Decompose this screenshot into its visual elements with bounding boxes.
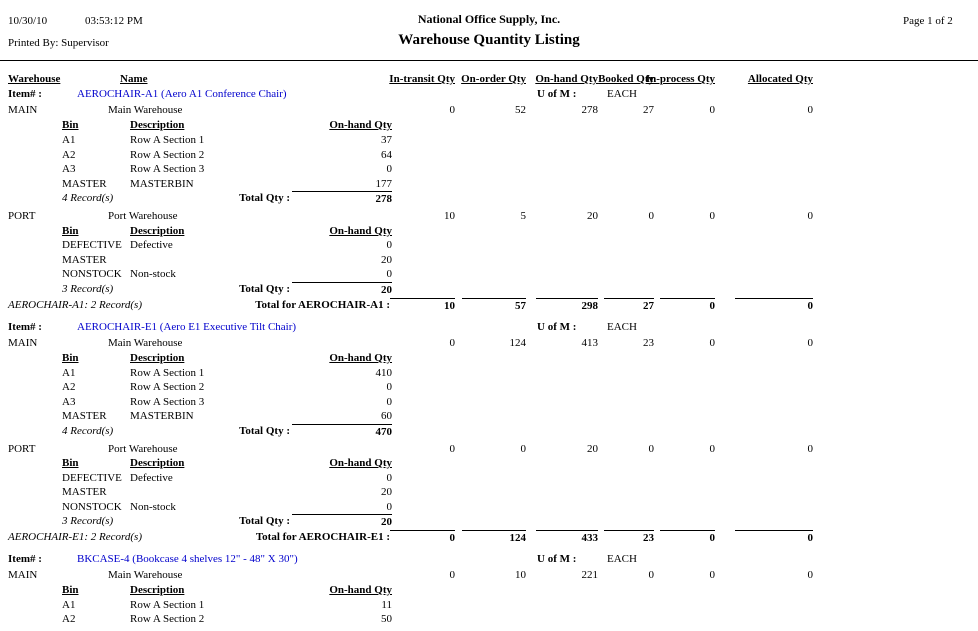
bin-row — [0, 177, 978, 192]
qty-booked: 23 — [643, 337, 654, 349]
col-header-in-transit: In-transit Qty — [389, 73, 455, 85]
item-summary: AEROCHAIR-A1: 2 Record(s) — [8, 299, 142, 311]
bin-description: Row A Section 1 — [130, 367, 205, 379]
total-qty-label: Total Qty : — [239, 515, 290, 527]
warehouse-name: Main Warehouse — [108, 104, 183, 116]
qty-in-transit: 0 — [449, 104, 455, 116]
bin-description: Defective — [130, 239, 173, 251]
bin-qty: 20 — [381, 254, 392, 266]
bin-qty: 0 — [386, 396, 392, 408]
bin-description: Row A Section 2 — [130, 613, 205, 625]
records-count: 3 Record(s) — [62, 515, 114, 527]
onhand-col-header: On-hand Qty — [329, 584, 392, 596]
records-count: 4 Record(s) — [62, 425, 114, 437]
bin-qty: 0 — [386, 163, 392, 175]
bin-code: A1 — [62, 599, 76, 611]
warehouse-code: MAIN — [8, 337, 38, 349]
warehouse-row — [0, 442, 978, 457]
uofm-value: EACH — [607, 321, 637, 333]
qty-on-hand: 221 — [581, 569, 598, 581]
bin-code: A2 — [62, 613, 76, 625]
bin-description: Row A Section 2 — [130, 149, 205, 161]
uofm-label: U of M : — [537, 321, 577, 333]
warehouse-name: Port Warehouse — [108, 210, 178, 222]
bin-description: Non-stock — [130, 501, 176, 513]
records-count: 3 Record(s) — [62, 283, 114, 295]
total-qty-value: 20 — [292, 282, 392, 298]
col-header-on-order: On-order Qty — [461, 73, 526, 85]
bin-code: A2 — [62, 381, 76, 393]
warehouse-name: Main Warehouse — [108, 337, 183, 349]
report-time: 03:53:12 PM — [85, 15, 143, 27]
qty-in-transit: 0 — [449, 569, 455, 581]
item-total-label: Total for AEROCHAIR-E1 : — [255, 531, 390, 543]
bin-header-row — [0, 351, 978, 366]
bin-row — [0, 409, 978, 424]
qty-on-hand: 413 — [581, 337, 598, 349]
bin-description: MASTERBIN — [130, 410, 194, 422]
bin-qty: 410 — [375, 367, 392, 379]
warehouse-total-row — [0, 282, 978, 297]
report-title: Warehouse Quantity Listing — [398, 32, 580, 48]
qty-on-order: 0 — [520, 443, 526, 455]
warehouse-total-row — [0, 424, 978, 439]
item-header-row — [0, 87, 978, 102]
warehouse-row — [0, 103, 978, 118]
total-qty-label: Total Qty : — [239, 425, 290, 437]
item-label: Item# : — [8, 88, 42, 100]
col-header-on-hand: On-hand Qty — [535, 73, 598, 85]
description-col-header: Description — [130, 119, 185, 131]
bin-qty: 0 — [386, 239, 392, 251]
warehouse-total-row — [0, 514, 978, 529]
total-booked: 23 — [604, 530, 654, 546]
bin-description: Defective — [130, 472, 173, 484]
bin-qty: 11 — [381, 599, 392, 611]
item-label: Item# : — [8, 553, 42, 565]
qty-allocated: 0 — [807, 104, 813, 116]
company-name: National Office Supply, Inc. — [417, 12, 561, 26]
warehouse-code: PORT — [8, 210, 36, 222]
qty-on-order: 124 — [509, 337, 526, 349]
description-col-header: Description — [130, 352, 185, 364]
col-header-in-process: In-process Qty — [645, 73, 715, 85]
total-qty-value: 470 — [292, 424, 392, 440]
bin-qty: 37 — [381, 134, 392, 146]
bin-row — [0, 395, 978, 410]
bin-description: Row A Section 2 — [130, 381, 205, 393]
warehouse-name: Main Warehouse — [108, 569, 183, 581]
qty-allocated: 0 — [807, 337, 813, 349]
bin-qty: 50 — [381, 613, 392, 625]
bin-row — [0, 598, 978, 613]
description-col-header: Description — [130, 457, 185, 469]
item-number: BKCASE-4 (Bookcase 4 shelves 12" - 48" X 30") — [77, 553, 298, 565]
total-allocated: 0 — [735, 530, 813, 546]
item-total-row — [0, 530, 978, 545]
bin-header-row — [0, 456, 978, 471]
onhand-col-header: On-hand Qty — [329, 352, 392, 364]
bin-row — [0, 366, 978, 381]
warehouse-code: MAIN — [8, 104, 38, 116]
bin-description: Row A Section 3 — [130, 163, 205, 175]
item-label: Item# : — [8, 321, 42, 333]
qty-on-hand: 278 — [581, 104, 598, 116]
item-number: AEROCHAIR-A1 (Aero A1 Conference Chair) — [77, 88, 287, 100]
warehouse-name: Port Warehouse — [108, 443, 178, 455]
bin-row — [0, 238, 978, 253]
qty-allocated: 0 — [807, 443, 813, 455]
qty-allocated: 0 — [807, 569, 813, 581]
bin-code: DEFECTIVE — [62, 239, 122, 251]
qty-in-transit: 0 — [449, 443, 455, 455]
qty-on-order: 10 — [515, 569, 526, 581]
bin-code: A1 — [62, 367, 76, 379]
item-total-label: Total for AEROCHAIR-A1 : — [255, 299, 390, 311]
bin-code: MASTER — [62, 178, 107, 190]
bin-row — [0, 485, 978, 500]
bin-qty: 0 — [386, 268, 392, 280]
warehouse-row — [0, 209, 978, 224]
total-allocated: 0 — [735, 298, 813, 314]
qty-in-process: 0 — [709, 210, 715, 222]
item-total-row — [0, 298, 978, 313]
uofm-label: U of M : — [537, 88, 577, 100]
bin-row — [0, 162, 978, 177]
total-on-hand: 298 — [536, 298, 598, 314]
bin-code: MASTER — [62, 254, 107, 266]
qty-on-order: 5 — [520, 210, 526, 222]
bin-description: Row A Section 1 — [130, 599, 205, 611]
uofm-value: EACH — [607, 553, 637, 565]
bin-code: MASTER — [62, 410, 107, 422]
description-col-header: Description — [130, 584, 185, 596]
bin-row — [0, 253, 978, 268]
bin-qty: 60 — [381, 410, 392, 422]
description-col-header: Description — [130, 225, 185, 237]
qty-booked: 0 — [648, 210, 654, 222]
bin-qty: 0 — [386, 472, 392, 484]
col-header-booked: Booked Qty — [598, 73, 654, 85]
report-date: 10/30/10 — [8, 15, 48, 27]
warehouse-code: MAIN — [8, 569, 38, 581]
bin-header-row — [0, 224, 978, 239]
total-booked: 27 — [604, 298, 654, 314]
bin-code: MASTER — [62, 486, 107, 498]
bin-row — [0, 148, 978, 163]
item-header-row — [0, 320, 978, 335]
bin-qty: 64 — [381, 149, 392, 161]
bin-col-header: Bin — [62, 457, 79, 469]
bin-row — [0, 471, 978, 486]
total-in-process: 0 — [660, 530, 715, 546]
bin-code: NONSTOCK — [62, 501, 122, 513]
qty-booked: 27 — [643, 104, 654, 116]
bin-description: Row A Section 1 — [130, 134, 205, 146]
total-in-process: 0 — [660, 298, 715, 314]
bin-row — [0, 612, 978, 627]
total-qty-label: Total Qty : — [239, 283, 290, 295]
printed-by: Printed By: Supervisor — [8, 37, 109, 49]
qty-booked: 0 — [648, 569, 654, 581]
warehouse-row — [0, 568, 978, 583]
total-on-hand: 433 — [536, 530, 598, 546]
qty-in-process: 0 — [709, 443, 715, 455]
total-in-transit: 0 — [390, 530, 455, 546]
bin-col-header: Bin — [62, 352, 79, 364]
bin-row — [0, 133, 978, 148]
uofm-label: U of M : — [537, 553, 577, 565]
bin-qty: 0 — [386, 381, 392, 393]
qty-booked: 0 — [648, 443, 654, 455]
qty-on-hand: 20 — [587, 210, 598, 222]
total-qty-value: 20 — [292, 514, 392, 530]
bin-col-header: Bin — [62, 225, 79, 237]
item-summary: AEROCHAIR-E1: 2 Record(s) — [8, 531, 142, 543]
item-number: AEROCHAIR-E1 (Aero E1 Executive Tilt Chair) — [77, 321, 297, 333]
col-header-warehouse: Warehouse — [8, 73, 61, 85]
bin-description: Row A Section 3 — [130, 396, 205, 408]
bin-code: A3 — [62, 396, 76, 408]
column-header-row — [0, 72, 978, 87]
bin-code: A2 — [62, 149, 76, 161]
bin-col-header: Bin — [62, 584, 79, 596]
onhand-col-header: On-hand Qty — [329, 225, 392, 237]
qty-in-process: 0 — [709, 104, 715, 116]
warehouse-code: PORT — [8, 443, 36, 455]
uofm-value: EACH — [607, 88, 637, 100]
qty-on-hand: 20 — [587, 443, 598, 455]
qty-in-transit: 0 — [449, 337, 455, 349]
bin-description: MASTERBIN — [130, 178, 194, 190]
bin-qty: 20 — [381, 486, 392, 498]
bin-description: Non-stock — [130, 268, 176, 280]
bin-row — [0, 267, 978, 282]
page-indicator: Page 1 of 2 — [903, 15, 953, 27]
total-in-transit: 10 — [390, 298, 455, 314]
bin-header-row — [0, 583, 978, 598]
bin-qty: 0 — [386, 501, 392, 513]
qty-on-order: 52 — [515, 104, 526, 116]
total-qty-label: Total Qty : — [239, 192, 290, 204]
onhand-col-header: On-hand Qty — [329, 457, 392, 469]
bin-row — [0, 380, 978, 395]
qty-in-process: 0 — [709, 337, 715, 349]
bin-code: A1 — [62, 134, 76, 146]
qty-allocated: 0 — [807, 210, 813, 222]
item-header-row — [0, 552, 978, 567]
total-qty-value: 278 — [292, 191, 392, 207]
total-on-order: 124 — [462, 530, 526, 546]
bin-code: NONSTOCK — [62, 268, 122, 280]
bin-row — [0, 500, 978, 515]
bin-header-row — [0, 118, 978, 133]
col-header-allocated: Allocated Qty — [747, 73, 813, 85]
total-on-order: 57 — [462, 298, 526, 314]
onhand-col-header: On-hand Qty — [329, 119, 392, 131]
qty-in-transit: 10 — [444, 210, 455, 222]
bin-code: A3 — [62, 163, 76, 175]
bin-col-header: Bin — [62, 119, 79, 131]
bin-code: DEFECTIVE — [62, 472, 122, 484]
qty-in-process: 0 — [709, 569, 715, 581]
header-divider — [0, 60, 978, 61]
warehouse-total-row — [0, 191, 978, 206]
records-count: 4 Record(s) — [62, 192, 114, 204]
bin-qty: 177 — [375, 178, 392, 190]
col-header-name: Name — [120, 73, 148, 85]
warehouse-row — [0, 336, 978, 351]
